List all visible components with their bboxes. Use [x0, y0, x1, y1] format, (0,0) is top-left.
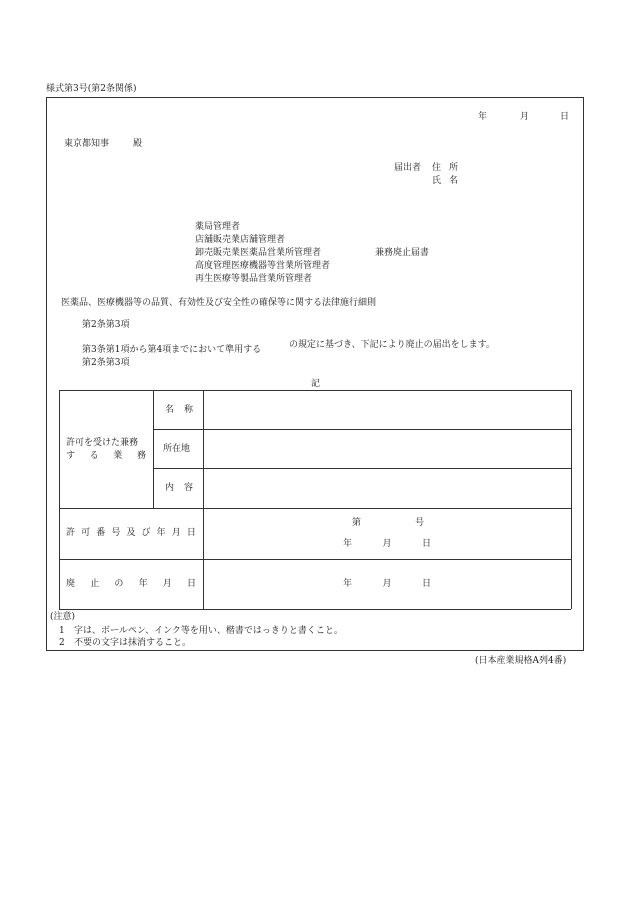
note-number: 2: [59, 638, 65, 648]
permit-label: 許 可 番 号 及 び 年 月 日: [66, 528, 196, 538]
form-label: 様式第3号(第2条関係): [46, 84, 137, 94]
provision-item: 第2条第3項: [82, 358, 130, 368]
location-field[interactable]: [204, 430, 570, 467]
business-group-label: 許可を受けた兼務: [66, 438, 139, 448]
table-line: [59, 390, 60, 609]
applicant-address-label[interactable]: 住 所: [432, 163, 458, 173]
date-month[interactable]: 月: [520, 112, 530, 122]
abolish-date-field[interactable]: 年 月 日: [343, 579, 431, 589]
table-line: [59, 559, 571, 560]
name-field[interactable]: [204, 391, 570, 428]
permit-date-field[interactable]: 年 月 日: [343, 539, 431, 549]
business-group-label-line2: す る 業 務: [66, 451, 146, 461]
note-text: 不要の文字は抹消すること。: [74, 638, 192, 648]
date-year[interactable]: 年: [478, 112, 488, 122]
document-title: 兼務廃止届書: [375, 248, 430, 258]
role-item: 卸売販売業医薬品営業所管理者: [195, 248, 322, 258]
provision-item: 第3条第1項から第4項までにおいて準用する: [82, 345, 262, 355]
note-number: 1: [59, 626, 65, 636]
provision-text: の規定に基づき、下記により廃止の届出をします。: [289, 340, 495, 350]
addressee-name: 東京都知事: [64, 139, 110, 149]
provision-item: 第2条第3項: [82, 320, 130, 330]
date-day[interactable]: 日: [560, 112, 570, 122]
jis-footer: (日本産業規格A列4番): [475, 656, 567, 666]
table-line: [571, 390, 572, 609]
law-name: 医薬品、医療機器等の品質、有効性及び安全性の確保等に関する法律施行細則: [61, 298, 377, 308]
notes-heading: (注意): [50, 612, 76, 622]
content-label: 内 容: [165, 483, 193, 493]
content-field[interactable]: [204, 469, 570, 507]
table-line: [153, 390, 154, 508]
note-text: 字は、ボールペン、インク等を用い、楷書ではっきりと書くこと。: [74, 626, 343, 636]
role-item: 高度管理医療機器等営業所管理者: [195, 261, 331, 271]
applicant-label: 届出者: [394, 163, 422, 173]
applicant-name-label[interactable]: 氏 名: [432, 176, 458, 186]
role-item: 店舗販売業店舗管理者: [195, 235, 286, 245]
role-item: 再生医療等製品営業所管理者: [195, 274, 313, 284]
name-label: 名 称: [165, 405, 193, 415]
form-frame: [46, 97, 584, 651]
table-line: [59, 508, 571, 509]
location-label: 所在地: [163, 444, 191, 454]
permit-number-field[interactable]: 第 号: [352, 518, 424, 528]
addressee-honorific: 殿: [133, 139, 143, 149]
ki-heading: 記: [311, 379, 321, 389]
table-line: [59, 609, 571, 610]
abolish-label: 廃 止 の 年 月 日: [66, 579, 196, 589]
role-item: 薬局管理者: [195, 222, 241, 232]
